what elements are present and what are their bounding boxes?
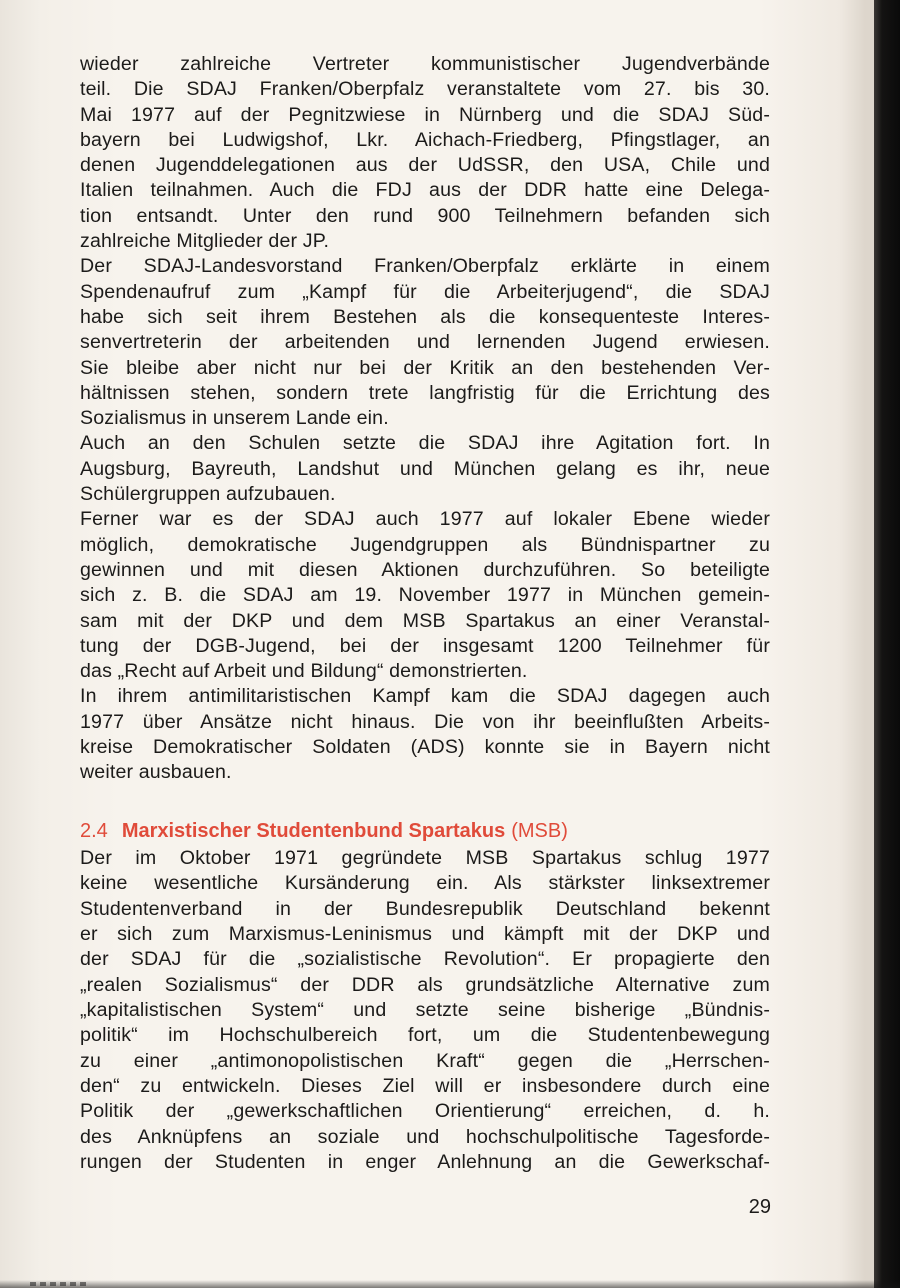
text-line: habe sich seit ihrem Bestehen als die konsequenteste Interes- (80, 305, 770, 328)
text-line: Sie bleibe aber nicht nur bei der Kritik an den bestehenden Ver- (80, 356, 770, 379)
section-heading (80, 818, 770, 844)
text-line: er sich zum Marxismus-Leninismus und kämpft mit der DKP und (80, 923, 770, 946)
text-line: Augsburg, Bayreuth, Landshut und München gelang es ihr, neue (80, 457, 770, 480)
text-line: Spendenaufruf zum „Kampf für die Arbeiterjugend“, die SDAJ (80, 280, 770, 303)
text-line: sich z. B. die SDAJ am 19. November 1977 in München gemein- (80, 584, 770, 607)
text-line: das „Recht auf Arbeit und Bildung“ demonstrierten. (80, 660, 528, 683)
text-line: „kapitalistischen System“ und setzte seine bisherige „Bündnis- (80, 999, 770, 1022)
text-line: politik“ im Hochschulbereich fort, um die Studentenbewegung (80, 1024, 770, 1047)
text-line: zu einer „antimonopolistischen Kraft“ gegen die „Herrschen- (80, 1049, 770, 1072)
text-line: kreise Demokratischer Soldaten (ADS) konnte sie in Bayern nicht (80, 736, 770, 759)
text-line: denen Jugenddelegationen aus der UdSSR, den USA, Chile und (80, 154, 770, 177)
binding-edge (874, 0, 900, 1288)
text-line: Studentenverband in der Bundesrepublik Deutschland bekennt (80, 897, 770, 920)
page-number: 29 (748, 1196, 771, 1218)
text-line: Der SDAJ-Landesvorstand Franken/Oberpfalz erklärte in einem (80, 255, 770, 278)
text-line: rungen der Studenten in enger Anlehnung an die Gewerkschaf- (80, 1151, 770, 1174)
text-line: Mai 1977 auf der Pegnitzwiese in Nürnberg und die SDAJ Süd- (80, 103, 770, 126)
text-line: Der im Oktober 1971 gegründete MSB Spartakus schlug 1977 (80, 847, 770, 869)
text-line: 1977 über Ansätze nicht hinaus. Die von ihr beeinflußten Arbeits- (80, 710, 770, 733)
text-line: Ferner war es der SDAJ auch 1977 auf lokaler Ebene wieder (80, 508, 770, 531)
text-line: hältnissen stehen, sondern trete langfristig für die Errichtung des (80, 381, 770, 404)
text-line: wieder zahlreiche Vertreter kommunistischer Jugendverbände (80, 53, 770, 75)
text-line: weiter ausbauen. (80, 761, 232, 784)
section-number: 2.4 (80, 820, 108, 842)
text-line: Auch an den Schulen setzte die SDAJ ihre Agitation fort. In (80, 432, 770, 455)
text-line: Politik der „gewerkschaftlichen Orientierung“ erreichen, d. h. (80, 1100, 770, 1123)
text-line: „realen Sozialismus“ der DDR als grundsätzliche Alternative zum (80, 973, 770, 996)
text-line: der SDAJ für die „sozialistische Revolution“. Er propagierte den (80, 948, 770, 971)
body-text-bottom (80, 846, 770, 1175)
text-line: senvertreterin der arbeitenden und lernenden Jugend erwiesen. (80, 331, 770, 354)
body-text-top (80, 52, 770, 786)
text-line: Sozialismus in unserem Lande ein. (80, 407, 389, 430)
text-line: tung der DGB-Jugend, bei der insgesamt 1200 Teilnehmer für (80, 634, 770, 657)
text-line: Italien teilnahmen. Auch die FDJ aus der DDR hatte eine Delega- (80, 179, 770, 202)
text-line: teil. Die SDAJ Franken/Oberpfalz veranstaltete vom 27. bis 30. (80, 78, 770, 101)
text-line: keine wesentliche Kursänderung ein. Als stärkster linksextremer (80, 872, 770, 895)
text-line: sam mit der DKP und dem MSB Spartakus an einer Veranstal- (80, 609, 770, 632)
text-line: In ihrem antimilitaristischen Kampf kam die SDAJ dagegen auch (80, 685, 770, 708)
text-line: tion entsandt. Unter den rund 900 Teilnehmern befanden sich (80, 204, 770, 227)
section-title: Marxistischer Studentenbund Spartakus (121, 820, 506, 842)
text-line: gewinnen und mit diesen Aktionen durchzuführen. So beteiligte (80, 558, 770, 581)
page-bottom-edge (0, 1280, 900, 1288)
text-line: Schülergruppen aufzubauen. (80, 483, 336, 506)
text-line: bayern bei Ludwigshof, Lkr. Aichach-Friedberg, Pfingstlager, an (80, 128, 770, 151)
text-line: des Anknüpfens an soziale und hochschulpolitische Tagesforde- (80, 1125, 770, 1148)
section-abbreviation: (MSB) (511, 820, 568, 842)
scan-marks (30, 1282, 90, 1286)
text-line: möglich, demokratische Jugendgruppen als Bündnispartner zu (80, 533, 770, 556)
text-line: den“ zu entwickeln. Dieses Ziel will er insbesondere durch eine (80, 1075, 770, 1098)
text-line: zahlreiche Mitglieder der JP. (80, 230, 330, 253)
